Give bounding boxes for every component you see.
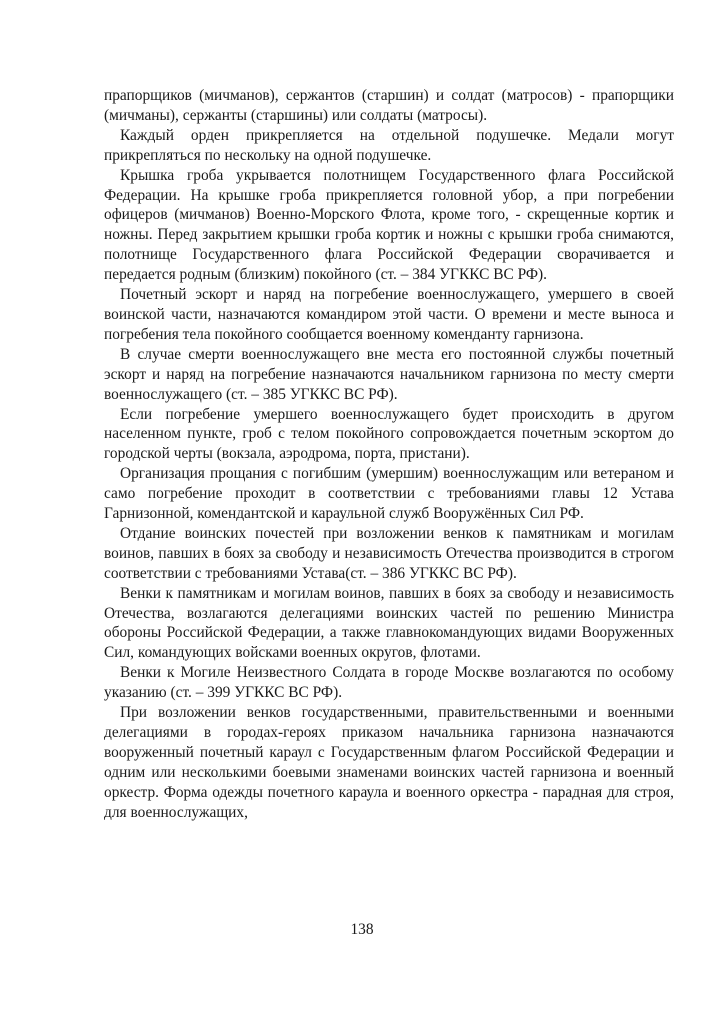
paragraph-3: Крышка гроба укрывается полотнищем Государственного флага Российской Федерации. На крышке гроба прикрепляется головной убор, а при погребении офицеров (мичманов) Военно-Морского Флота, кроме того, - скрещенные кортик и ножны. Перед закрытием крышки гроба кортик и ножны с крышки гроба снимаются, полотнище Государственного флага Российской Федерации сворачивается и передается родным (близким) покойного (ст. – 384 УГККС ВС РФ). (104, 166, 674, 284)
page-body (104, 86, 674, 823)
paragraph-7: Организация прощания с погибшим (умершим) военнослужащим или ветераном и само погребение проходит в соответствии с требованиями главы 12 Устава Гарнизонной, комендантской и караульной служб Вооружённых Сил РФ. (104, 465, 674, 523)
paragraph-4: Почетный эскорт и наряд на погребение военнослужащего, умершего в своей воинской части, назначаются командиром этой части. О времени и месте выноса и погребения тела покойного сообщается военному коменданту гарнизона. (104, 286, 674, 343)
paragraph-8: Отдание воинских почестей при возложении венков к памятникам и могилам воинов, павших в боях за свободу и независимость Отечества производится в строгом соответствии с требованиями Устава(ст. – 386 УГККС ВС РФ). (104, 524, 674, 582)
page-number: 138 (350, 921, 374, 938)
paragraph-1: прапорщиков (мичманов), сержантов (старшин) и солдат (матросов) - прапорщики (мичманы), сержанты (старшины) или солдаты (матросы). (104, 87, 674, 124)
paragraph-5: В случае смерти военнослужащего вне места его постоянной службы почетный эскорт и наряд на погребение назначаются начальником гарнизона по месту смерти военнослужащего (ст. – 385 УГККС ВС РФ). (104, 345, 674, 403)
paragraph-6: Если погребение умершего военнослужащего будет происходить в другом населенном пункте, гроб с телом покойного сопровождается почетным эскортом до городской черты (вокзала, аэродрома, порта, пристани). (104, 405, 674, 463)
paragraph-9: Венки к памятникам и могилам воинов, павших в боях за свободу и независимость Отечества, возлагаются делегациями воинских частей по решению Министра обороны Российской Федерации, а также главнокомандующих видами Вооруженных Сил, командующих войсками военных округов, флотами. (104, 584, 674, 662)
paragraph-2: Каждый орден прикрепляется на отдельной подушечке. Медали могут прикрепляться по нескольку на одной подушечке. (104, 126, 674, 164)
paragraph-11: При возложении венков государственными, правительственными и военными делегациями в городах-героях приказом начальника гарнизона назначаются вооруженный почетный караул с Государственным флагом Российской Федерации и одним или несколькими боевыми знаменами воинских частей гарнизона и военный оркестр. Форма одежды почетного караула и военного оркестра - парадная для строя, для военнослужащих, (104, 704, 674, 821)
paragraph-10: Венки к Могиле Неизвестного Солдата в городе Москве возлагаются по особому указанию (ст. – 399 УГККС ВС РФ). (104, 664, 674, 702)
